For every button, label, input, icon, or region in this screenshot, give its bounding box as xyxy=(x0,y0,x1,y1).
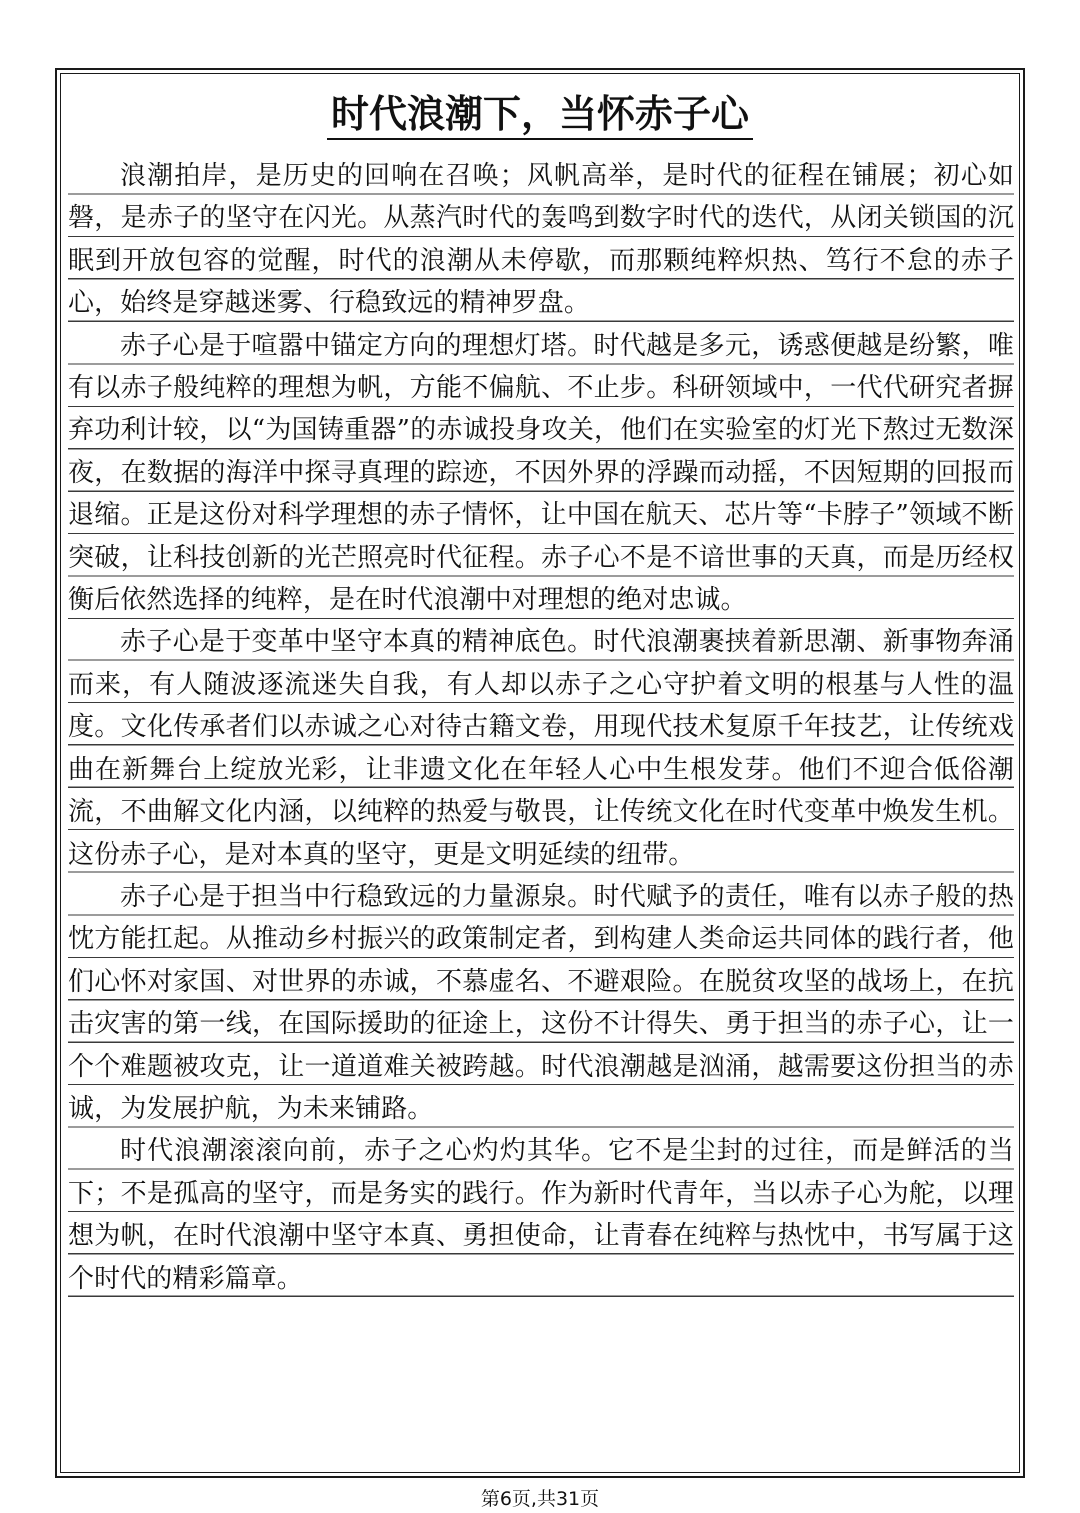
essay-paragraph: 赤子心是于担当中行稳致远的力量源泉。时代赋予的责任，唯有以赤子般的热忱方能扛起。从推动乡村振兴的政策制定者，到构建人类命运共同体的践行者，他们心怀对家国、对世界的赤诚，不慕虚名、不避艰险。在脱贫攻坚的战场上，在抗击灾害的第一线，在国际援助的征途上，这份不计得失、勇于担当的赤子心，让一个个难题被攻克，让一道道难关被跨越。时代浪潮越是汹涌，越需要这份担当的赤诚，为发展护航，为未来铺路。 xyxy=(68,876,1014,1130)
essay-paragraph: 赤子心是于变革中坚守本真的精神底色。时代浪潮裹挟着新思潮、新事物奔涌而来，有人随波逐流迷失自我，有人却以赤子之心守护着文明的根基与人性的温度。文化传承者们以赤诚之心对待古籍文卷，用现代技术复原千年技艺，让传统戏曲在新舞台上绽放光彩，让非遗文化在年轻人心中生根发芽。他们不迎合低俗潮流，不曲解文化内涵，以纯粹的热爱与敬畏，让传统文化在时代变革中焕发生机。这份赤子心，是对本真的坚守，更是文明延续的纽带。 xyxy=(68,621,1014,875)
essay-paragraph: 浪潮拍岸，是历史的回响在召唤；风帆高举，是时代的征程在铺展；初心如磐，是赤子的坚守在闪光。从蒸汽时代的轰鸣到数字时代的迭代，从闭关锁国的沉眠到开放包容的觉醒，时代的浪潮从未停歇，而那颗纯粹炽热、笃行不怠的赤子心，始终是穿越迷雾、行稳致远的精神罗盘。 xyxy=(68,155,1014,325)
page-number: 第6页,共31页 xyxy=(480,1488,600,1510)
essay-body xyxy=(68,155,1014,1300)
essay-paragraph: 时代浪潮滚滚向前，赤子之心灼灼其华。它不是尘封的过往，而是鲜活的当下；不是孤高的坚守，而是务实的践行。作为新时代青年，当以赤子心为舵，以理想为帆，在时代浪潮中坚守本真、勇担使命，让青春在纯粹与热忱中，书写属于这个时代的精彩篇章。 xyxy=(68,1130,1014,1300)
essay-title xyxy=(60,88,1020,140)
essay-title-text: 时代浪潮下，当怀赤子心 xyxy=(327,92,753,140)
essay-paragraph: 赤子心是于喧嚣中锚定方向的理想灯塔。时代越是多元，诱惑便越是纷繁，唯有以赤子般纯粹的理想为帆，方能不偏航、不止步。科研领域中，一代代研究者摒弃功利计较，以“为国铸重器”的赤诚投身攻关，他们在实验室的灯光下熬过无数深夜，在数据的海洋中探寻真理的踪迹，不因外界的浮躁而动摇，不因短期的回报而退缩。正是这份对科学理想的赤子情怀，让中国在航天、芯片等“卡脖子”领域不断突破，让科技创新的光芒照亮时代征程。赤子心不是不谙世事的天真，而是历经权衡后依然选择的纯粹，是在时代浪潮中对理想的绝对忠诚。 xyxy=(68,325,1014,622)
